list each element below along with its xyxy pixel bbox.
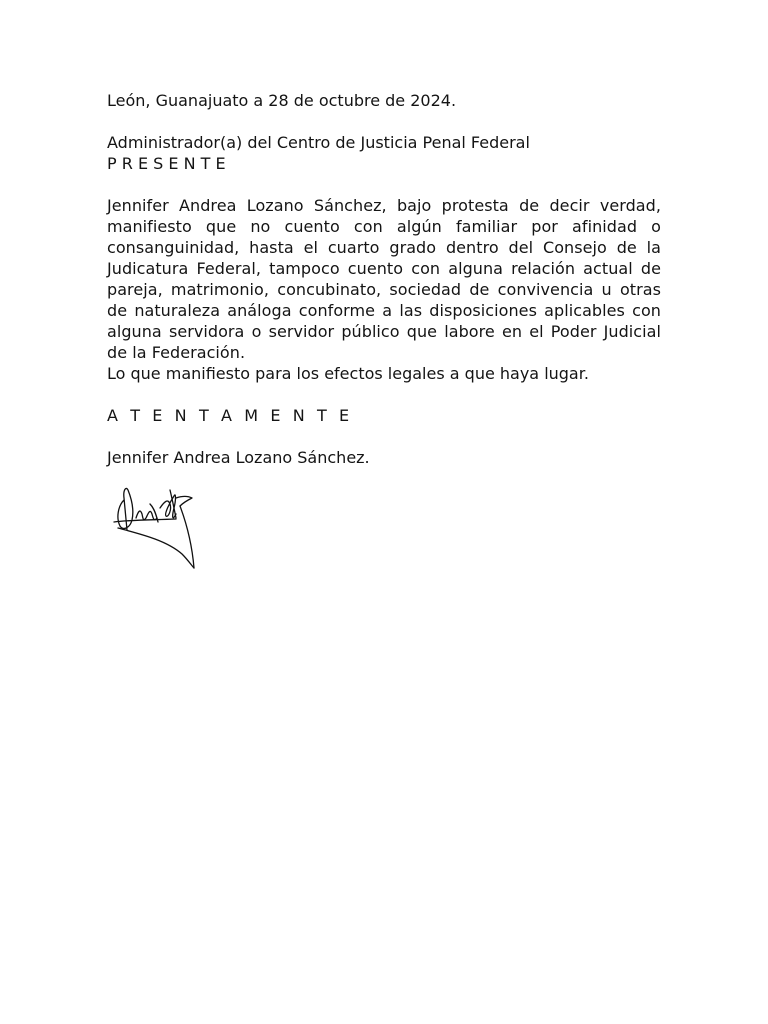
handwritten-signature <box>110 478 202 570</box>
recipient: Administrador(a) del Centro de Justicia Penal Federal <box>107 133 530 152</box>
spacer <box>107 174 661 195</box>
place-date: León, Guanajuato a 28 de octubre de 2024. <box>107 91 457 110</box>
spacer <box>107 426 661 447</box>
spacer <box>107 384 661 405</box>
spacer <box>107 111 661 132</box>
closing-statement: Lo que manifiesto para los efectos legales a que haya lugar. <box>107 364 589 383</box>
signer-name: Jennifer Andrea Lozano Sánchez. <box>107 448 370 467</box>
letter-body <box>107 90 661 468</box>
declaration-paragraph: Jennifer Andrea Lozano Sánchez, bajo protesta de decir verdad, manifiesto que no cuento con algún familiar por afinidad o consanguinidad, hasta el cuarto grado dentro del Consejo de la Judicatura Federal, tampoco cuento con alguna relación actual de pareja, matrimonio, concubinato, sociedad de convivencia u otras de naturaleza análoga conforme a las disposiciones aplicables con alguna servidora o servidor público que labore en el Poder Judicial de la Federación. <box>107 196 661 362</box>
salutation: P R E S E N T E <box>107 154 226 173</box>
closing: A T E N T A M E N T E <box>107 406 353 425</box>
